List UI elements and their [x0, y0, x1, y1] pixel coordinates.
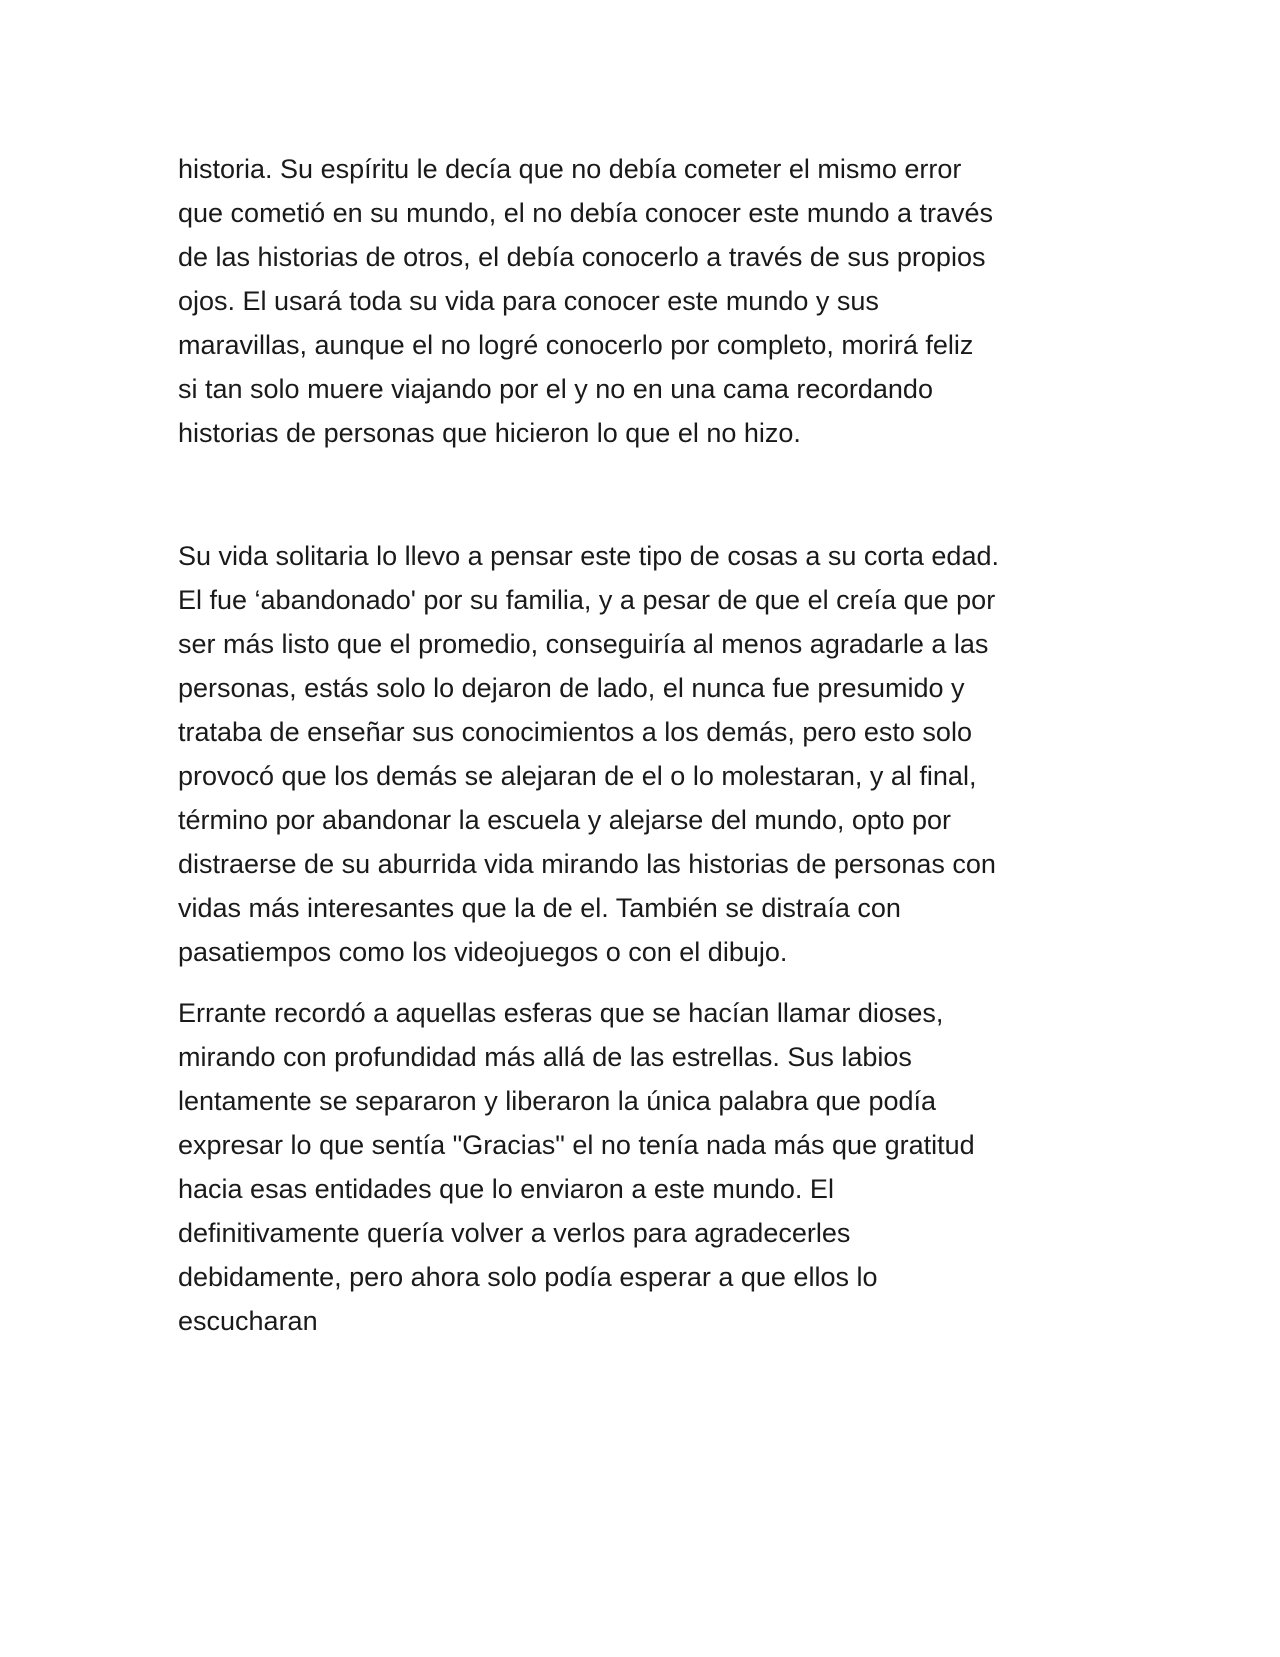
text-line: hacia esas entidades que lo enviaron a este mundo. El — [178, 1174, 834, 1204]
paragraph-2 — [178, 534, 1118, 974]
text-line: ojos. El usará toda su vida para conocer este mundo y sus — [178, 286, 879, 316]
text-line: distraerse de su aburrida vida mirando las historias de personas con — [178, 849, 996, 879]
text-line: debidamente, pero ahora solo podía esperar a que ellos lo — [178, 1262, 878, 1292]
text-line: ser más listo que el promedio, conseguiría al menos agradarle a las — [178, 629, 989, 659]
text-line: historias de personas que hicieron lo que el no hizo. — [178, 418, 801, 448]
text-line: pasatiempos como los videojuegos o con el dibujo. — [178, 937, 788, 967]
text-line: término por abandonar la escuela y alejarse del mundo, opto por — [178, 805, 951, 835]
text-line: personas, estás solo lo dejaron de lado, el nunca fue presumido y — [178, 673, 965, 703]
text-line: expresar lo que sentía "Gracias" el no tenía nada más que gratitud — [178, 1130, 975, 1160]
text-line: trataba de enseñar sus conocimientos a los demás, pero esto solo — [178, 717, 972, 747]
text-line: escucharan — [178, 1306, 318, 1336]
text-line: Errante recordó a aquellas esferas que se hacían llamar dioses, — [178, 998, 944, 1028]
text-line: si tan solo muere viajando por el y no en una cama recordando — [178, 374, 933, 404]
paragraph-1 — [178, 147, 1118, 455]
text-line: El fue ‘abandonado' por su familia, y a pesar de que el creía que por — [178, 585, 996, 615]
text-line: vidas más interesantes que la de el. También se distraía con — [178, 893, 901, 923]
paragraph-3 — [178, 991, 1118, 1343]
text-line: mirando con profundidad más allá de las estrellas. Sus labios — [178, 1042, 912, 1072]
text-line: maravillas, aunque el no logré conocerlo por completo, morirá feliz — [178, 330, 974, 360]
text-line: provocó que los demás se alejaran de el o lo molestaran, y al final, — [178, 761, 977, 791]
text-line: que cometió en su mundo, el no debía conocer este mundo a través — [178, 198, 994, 228]
text-line: historia. Su espíritu le decía que no debía cometer el mismo error — [178, 154, 962, 184]
text-line: definitivamente quería volver a verlos para agradecerles — [178, 1218, 851, 1248]
text-line: de las historias de otros, el debía conocerlo a través de sus propios — [178, 242, 986, 272]
text-line: Su vida solitaria lo llevo a pensar este tipo de cosas a su corta edad. — [178, 541, 999, 571]
text-line: lentamente se separaron y liberaron la única palabra que podía — [178, 1086, 937, 1116]
